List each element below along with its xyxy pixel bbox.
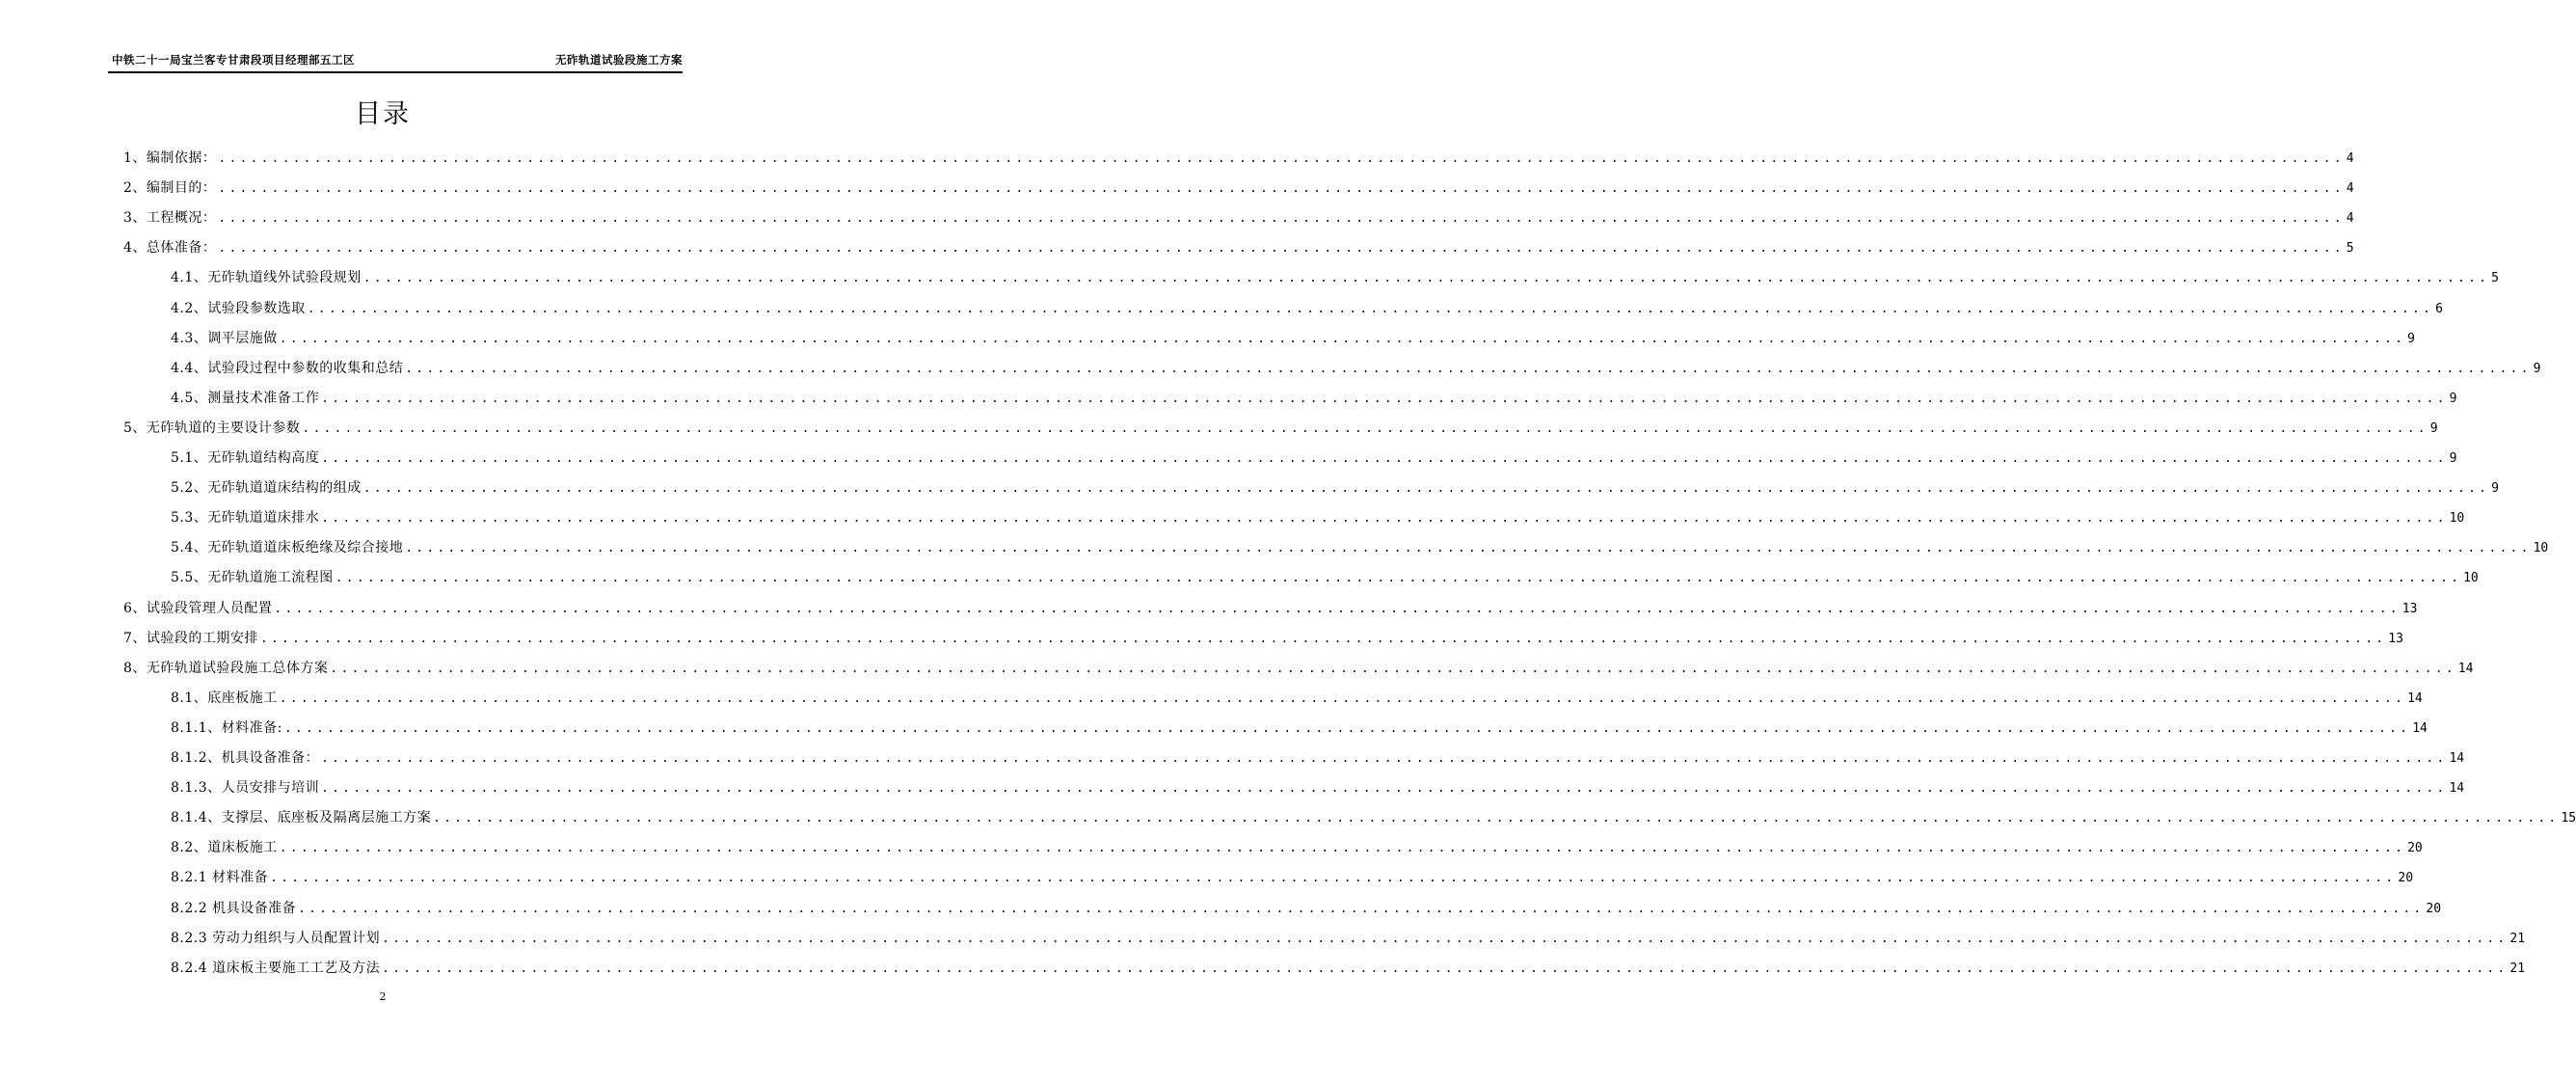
toc-entry-page: 14 — [2412, 720, 2428, 736]
toc-entry[interactable] — [171, 448, 2457, 468]
toc-dot-leader: ........................................................................................................................................................................................................ — [382, 961, 2509, 976]
toc-entry[interactable] — [123, 629, 2403, 648]
toc-dot-leader: ........................................................................................................................................................................................................ — [302, 420, 2428, 436]
toc-entry-page: 5 — [2491, 271, 2499, 286]
toc-dot-leader: ........................................................................................................................................................................................................ — [259, 631, 2387, 646]
toc-entry[interactable] — [171, 359, 2541, 378]
toc-dot-leader: ........................................................................................................................................................................................................ — [382, 931, 2509, 946]
toc-dot-leader: ........................................................................................................................................................................................................ — [405, 541, 2532, 556]
toc-entry-page: 10 — [2463, 571, 2479, 586]
toc-dot-leader: ........................................................................................................................................................................................................ — [218, 211, 2345, 227]
toc-entry-label: 8.1.2、机具设备准备： — [171, 750, 320, 766]
toc-entry[interactable] — [171, 568, 2479, 587]
toc-entry-label: 3、工程概况： — [123, 210, 217, 227]
toc-dot-leader: ........................................................................................................................................................................................................ — [270, 871, 2397, 886]
toc-entry-page: 5 — [2346, 241, 2354, 257]
toc-entry-label: 4.2、试验段参数选取 — [171, 300, 306, 316]
toc-entry[interactable] — [171, 899, 2442, 918]
toc-entry-label: 5、无砟轨道的主要设计参数 — [123, 420, 301, 436]
toc-entry-label: 4.1、无砟轨道线外试验段规划 — [171, 270, 362, 286]
toc-entry-page: 4 — [2346, 151, 2354, 166]
toc-dot-leader: ........................................................................................................................................................................................................ — [330, 661, 2456, 676]
toc-entry[interactable] — [171, 389, 2457, 408]
toc-entry-page: 14 — [2449, 781, 2465, 797]
toc-entry-label: 5.1、无砟轨道结构高度 — [171, 450, 320, 466]
toc-entry-label: 8.1.1、材料准备: — [171, 719, 282, 736]
toc-entry-page: 9 — [2429, 420, 2438, 436]
toc-entry-page: 10 — [2449, 511, 2465, 527]
toc-entry-page: 20 — [2426, 901, 2442, 916]
toc-entry[interactable] — [171, 718, 2428, 738]
toc-entry-label: 5.3、无砟轨道道床排水 — [171, 510, 320, 527]
toc-entry-page: 21 — [2509, 961, 2526, 976]
toc-dot-leader: ........................................................................................................................................................................................................ — [279, 690, 2406, 706]
page-number: 2 — [379, 990, 387, 1003]
toc-entry-label: 8、无砟轨道试验段施工总体方案 — [123, 660, 329, 676]
toc-dot-leader: ........................................................................................................................................................................................................ — [307, 301, 2434, 316]
toc-entry[interactable] — [171, 689, 2423, 708]
toc-entry-label: 2、编制目的： — [123, 180, 217, 197]
toc-entry[interactable] — [171, 838, 2423, 857]
toc-entry-page: 14 — [2407, 690, 2423, 706]
toc-entry-label: 8.1.3、人员安排与培训 — [171, 780, 320, 797]
toc-entry[interactable] — [123, 238, 2354, 257]
running-header — [112, 52, 683, 71]
toc-dot-leader: ........................................................................................................................................................................................................ — [279, 331, 2406, 346]
toc-entry-label: 8.1.4、支撑层、底座板及隔离层施工方案 — [171, 810, 432, 826]
toc-dot-leader: ........................................................................................................................................................................................................ — [362, 481, 2490, 497]
toc-dot-leader: ........................................................................................................................................................................................................ — [218, 181, 2345, 197]
toc-dot-leader: ........................................................................................................................................................................................................ — [362, 271, 2490, 286]
toc-dot-leader: ........................................................................................................................................................................................................ — [433, 811, 2560, 826]
page-title: 目录 — [355, 99, 411, 129]
toc-entry-page: 9 — [2449, 391, 2457, 406]
toc-entry[interactable] — [171, 778, 2465, 798]
toc-entry-page: 14 — [2457, 661, 2474, 676]
toc-entry-label: 4.5、测量技术准备工作 — [171, 390, 320, 406]
toc-entry-page: 15 — [2561, 811, 2576, 826]
toc-entry-page: 13 — [2388, 631, 2403, 646]
toc-entry[interactable] — [171, 538, 2549, 557]
toc-entry[interactable] — [123, 178, 2354, 198]
toc-entry-label: 7、试验段的工期安排 — [123, 630, 258, 646]
toc-entry[interactable] — [123, 149, 2354, 168]
toc-entry-page: 4 — [2346, 181, 2354, 197]
toc-entry-label: 5.4、无砟轨道道床板绝缘及综合接地 — [171, 540, 404, 556]
toc-dot-leader: ........................................................................................................................................................................................................ — [335, 571, 2462, 586]
toc-entry-label: 8.2、道床板施工 — [171, 840, 278, 856]
toc-dot-leader: ........................................................................................................................................................................................................ — [405, 361, 2532, 376]
toc-entry-label: 4.3、调平层施做 — [171, 330, 278, 346]
toc-dot-leader: ........................................................................................................................................................................................................ — [321, 451, 2448, 466]
toc-entry-page: 9 — [2449, 451, 2457, 466]
toc-entry-label: 8.2.1 材料准备 — [171, 870, 269, 886]
toc-entry[interactable] — [123, 599, 2418, 618]
header-rule — [108, 71, 683, 73]
toc-entry-label: 8.2.3 劳动力组织与人员配置计划 — [171, 930, 381, 946]
toc-entry[interactable] — [171, 748, 2465, 768]
toc-entry-page: 9 — [2407, 331, 2415, 346]
toc-entry-page: 10 — [2533, 541, 2549, 556]
toc-dot-leader: ........................................................................................................................................................................................................ — [218, 151, 2345, 166]
toc-entry-page: 6 — [2435, 301, 2443, 316]
toc-entry-label: 6、试验段管理人员配置 — [123, 600, 273, 616]
toc-entry-page: 9 — [2491, 481, 2499, 497]
toc-entry-label: 4、总体准备： — [123, 240, 217, 257]
toc-entry[interactable] — [171, 329, 2415, 348]
toc-entry-page: 14 — [2449, 751, 2465, 766]
toc-entry[interactable] — [171, 299, 2443, 318]
toc-entry-label: 5.2、无砟轨道道床结构的组成 — [171, 480, 362, 497]
toc-entry[interactable] — [171, 929, 2526, 948]
toc-entry[interactable] — [171, 808, 2576, 827]
toc-entry-label: 8.2.4 道床板主要施工工艺及方法 — [171, 960, 381, 976]
toc-entry[interactable] — [171, 268, 2499, 287]
toc-entry-label: 8.2.2 机具设备准备 — [171, 900, 297, 916]
toc-entry-label: 1、编制依据： — [123, 150, 217, 166]
toc-entry-page: 21 — [2509, 931, 2526, 946]
toc-entry-page: 13 — [2402, 601, 2418, 616]
toc-entry[interactable] — [123, 208, 2354, 228]
toc-entry[interactable] — [171, 959, 2526, 978]
toc-entry-label: 5.5、无砟轨道施工流程图 — [171, 570, 334, 586]
toc-entry[interactable] — [123, 659, 2474, 678]
toc-entry-page: 20 — [2407, 841, 2423, 856]
toc-dot-leader: ........................................................................................................................................................................................................ — [321, 751, 2448, 766]
toc-entry-page: 9 — [2533, 361, 2541, 376]
header-document-name: 无砟轨道试验段施工方案 — [555, 53, 683, 67]
toc-dot-leader: ........................................................................................................................................................................................................ — [274, 601, 2401, 616]
toc-dot-leader: ........................................................................................................................................................................................................ — [298, 901, 2425, 916]
toc-entry-page: 4 — [2346, 211, 2354, 227]
toc-entry-page: 20 — [2398, 871, 2414, 886]
toc-entry-label: 8.1、底座板施工 — [171, 690, 278, 706]
toc-entry-label: 4.4、试验段过程中参数的收集和总结 — [171, 360, 404, 376]
toc-entry[interactable] — [123, 419, 2438, 438]
toc-dot-leader: ........................................................................................................................................................................................................ — [321, 781, 2448, 797]
toc-dot-leader: ........................................................................................................................................................................................................ — [279, 841, 2406, 856]
toc-dot-leader: ........................................................................................................................................................................................................ — [283, 720, 2411, 736]
toc-entry[interactable] — [171, 508, 2465, 528]
toc-dot-leader: ........................................................................................................................................................................................................ — [218, 241, 2345, 257]
toc-dot-leader: ........................................................................................................................................................................................................ — [321, 511, 2448, 527]
toc-entry[interactable] — [171, 868, 2414, 887]
header-project-name: 中铁二十一局宝兰客专甘肃段项目经理部五工区 — [112, 53, 355, 67]
toc-entry[interactable] — [171, 478, 2499, 498]
toc-dot-leader: ........................................................................................................................................................................................................ — [321, 391, 2448, 406]
